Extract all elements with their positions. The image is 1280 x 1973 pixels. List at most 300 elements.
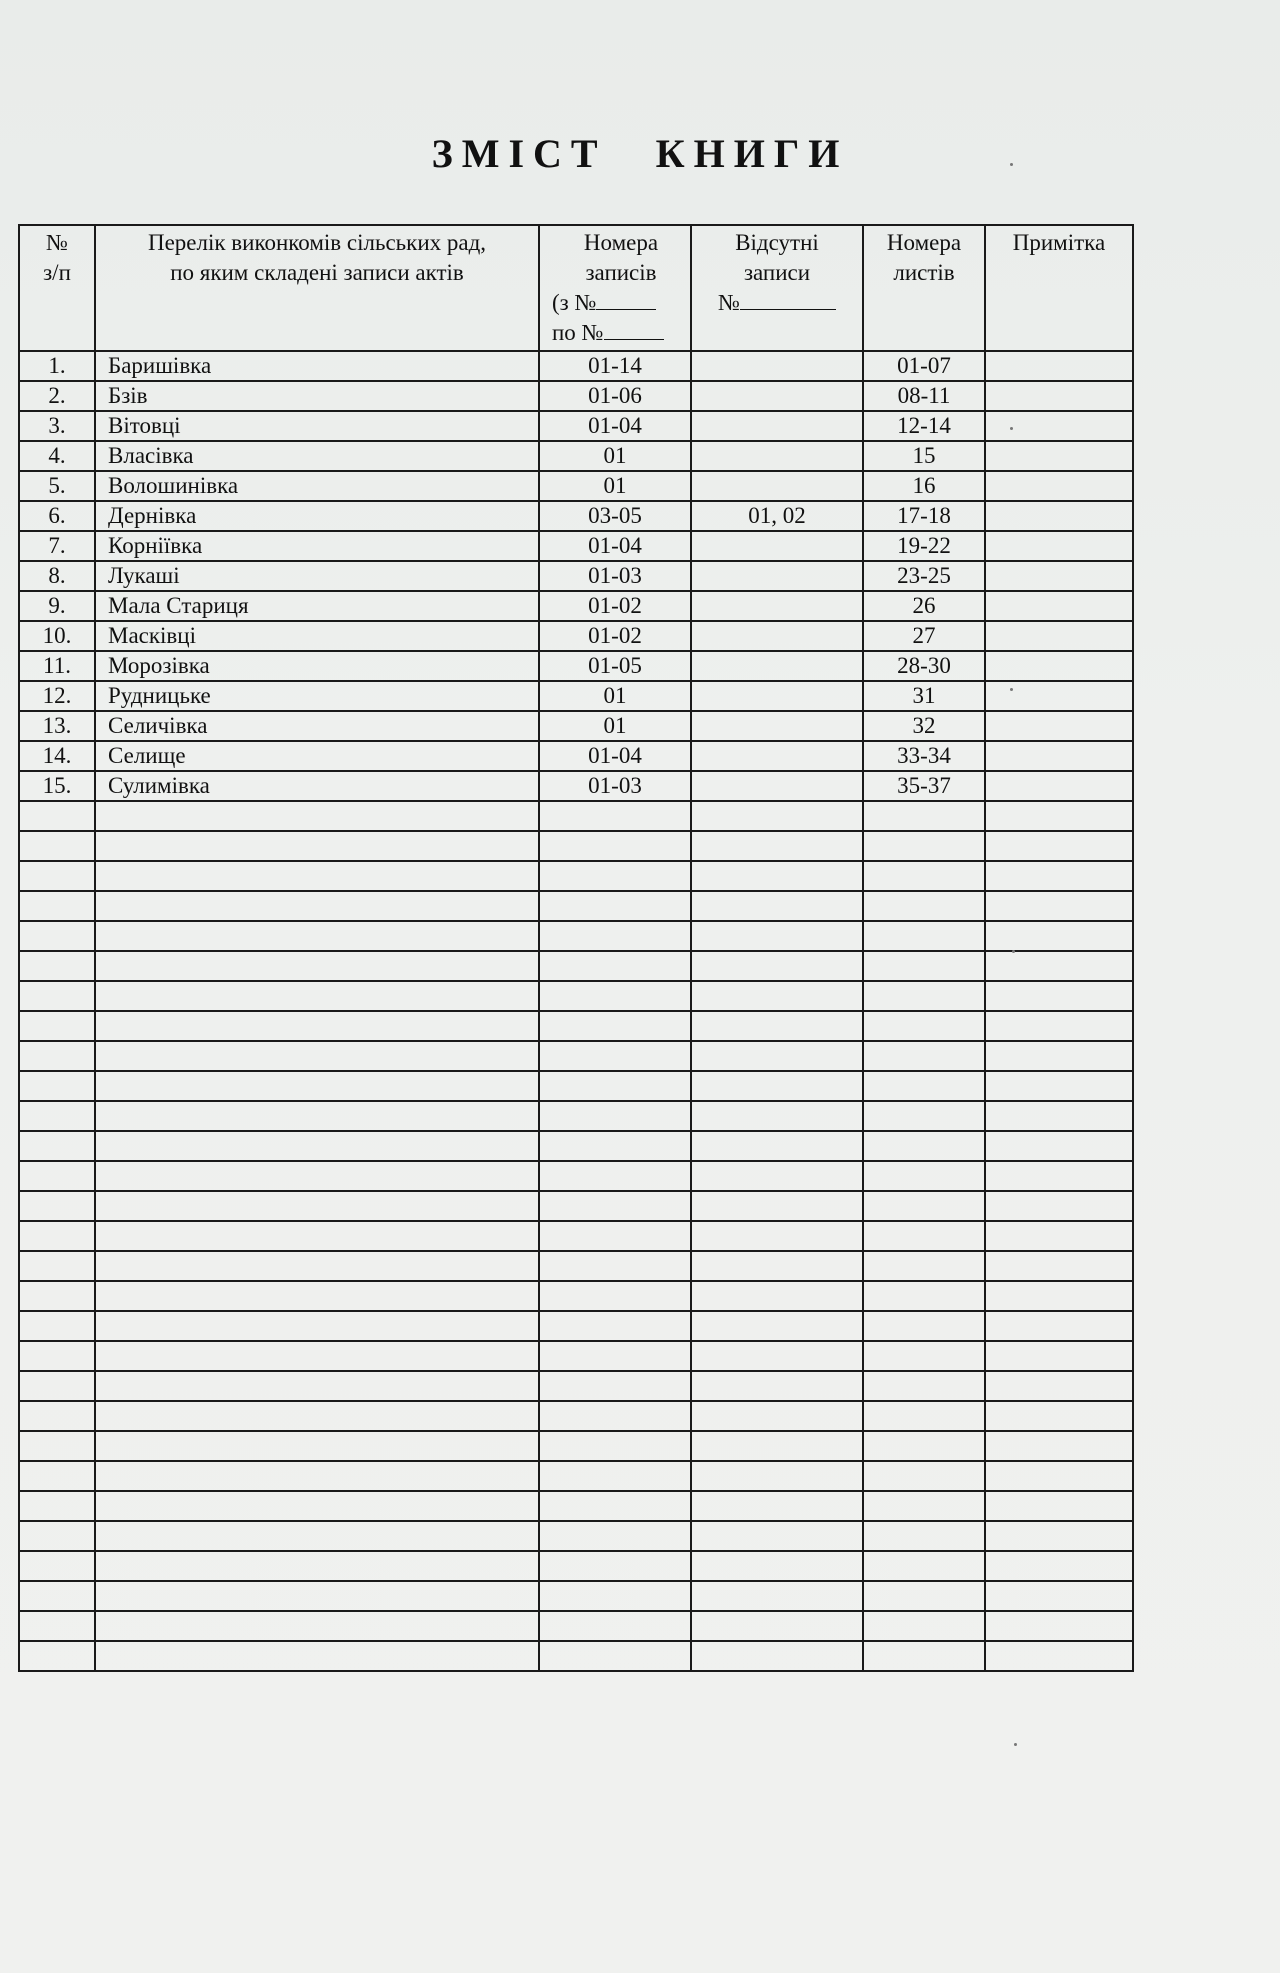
empty-table-row — [19, 1491, 1133, 1521]
empty-cell — [95, 801, 539, 831]
empty-cell — [691, 1401, 863, 1431]
missing-records — [691, 711, 863, 741]
row-number: 14. — [19, 741, 95, 771]
empty-cell — [985, 1581, 1133, 1611]
table-row — [19, 411, 1133, 441]
empty-cell — [95, 1281, 539, 1311]
row-number: 11. — [19, 651, 95, 681]
empty-cell — [691, 1161, 863, 1191]
empty-cell — [863, 1161, 985, 1191]
missing-records — [691, 621, 863, 651]
empty-table-row — [19, 1641, 1133, 1671]
empty-cell — [95, 1131, 539, 1161]
empty-cell — [691, 1191, 863, 1221]
empty-table-row — [19, 1521, 1133, 1551]
empty-cell — [863, 1221, 985, 1251]
empty-cell — [863, 1431, 985, 1461]
empty-cell — [19, 1551, 95, 1581]
empty-table-row — [19, 1131, 1133, 1161]
empty-table-row — [19, 1311, 1133, 1341]
council-name: Лукаші — [95, 561, 539, 591]
empty-cell — [863, 1551, 985, 1581]
sheet-numbers: 32 — [863, 711, 985, 741]
empty-table-row — [19, 1371, 1133, 1401]
empty-cell — [985, 1431, 1133, 1461]
empty-cell — [19, 1341, 95, 1371]
sheet-numbers: 23-25 — [863, 561, 985, 591]
empty-table-row — [19, 1281, 1133, 1311]
empty-cell — [539, 981, 691, 1011]
empty-cell — [95, 1401, 539, 1431]
empty-cell — [985, 951, 1133, 981]
table-row — [19, 681, 1133, 711]
empty-cell — [539, 1521, 691, 1551]
empty-cell — [863, 1131, 985, 1161]
note-cell — [985, 651, 1133, 681]
empty-cell — [985, 1521, 1133, 1551]
council-name: Власівка — [95, 441, 539, 471]
empty-cell — [691, 801, 863, 831]
missing-records — [691, 351, 863, 381]
empty-cell — [863, 981, 985, 1011]
empty-cell — [691, 831, 863, 861]
empty-cell — [19, 1431, 95, 1461]
sheet-numbers: 33-34 — [863, 741, 985, 771]
council-name: Рудницьке — [95, 681, 539, 711]
header-note: Примітка — [985, 225, 1133, 351]
empty-cell — [19, 1101, 95, 1131]
empty-cell — [539, 1431, 691, 1461]
empty-table-row — [19, 1101, 1133, 1131]
empty-table-row — [19, 1071, 1133, 1101]
row-number: 1. — [19, 351, 95, 381]
empty-cell — [863, 1371, 985, 1401]
empty-cell — [19, 1371, 95, 1401]
empty-cell — [95, 1191, 539, 1221]
empty-cell — [985, 1371, 1133, 1401]
council-name: Селичівка — [95, 711, 539, 741]
note-cell — [985, 681, 1133, 711]
empty-cell — [691, 1581, 863, 1611]
empty-cell — [95, 1551, 539, 1581]
empty-table-row — [19, 981, 1133, 1011]
missing-records — [691, 441, 863, 471]
empty-cell — [95, 1641, 539, 1671]
sheet-numbers: 16 — [863, 471, 985, 501]
empty-table-row — [19, 1191, 1133, 1221]
record-numbers: 01 — [539, 471, 691, 501]
missing-records: 01, 02 — [691, 501, 863, 531]
table-row — [19, 711, 1133, 741]
table-row — [19, 561, 1133, 591]
empty-cell — [691, 1371, 863, 1401]
empty-cell — [19, 1071, 95, 1101]
sheet-numbers: 19-22 — [863, 531, 985, 561]
empty-cell — [691, 1521, 863, 1551]
empty-table-row — [19, 1041, 1133, 1071]
missing-records — [691, 681, 863, 711]
empty-cell — [19, 861, 95, 891]
empty-cell — [985, 861, 1133, 891]
row-number: 2. — [19, 381, 95, 411]
council-name: Селище — [95, 741, 539, 771]
header-sheet-numbers: Номера листів — [863, 225, 985, 351]
table-row — [19, 621, 1133, 651]
empty-cell — [691, 861, 863, 891]
sheet-numbers: 01-07 — [863, 351, 985, 381]
sheet-numbers: 12-14 — [863, 411, 985, 441]
row-number: 6. — [19, 501, 95, 531]
empty-table-row — [19, 1251, 1133, 1281]
empty-cell — [19, 1491, 95, 1521]
empty-cell — [95, 1341, 539, 1371]
table-body — [19, 351, 1133, 1671]
note-cell — [985, 741, 1133, 771]
empty-cell — [691, 981, 863, 1011]
empty-cell — [985, 1071, 1133, 1101]
sheet-numbers: 27 — [863, 621, 985, 651]
contents-table — [18, 224, 1134, 1672]
empty-cell — [19, 1611, 95, 1641]
council-name: Вітовці — [95, 411, 539, 441]
row-number: 15. — [19, 771, 95, 801]
empty-cell — [863, 1041, 985, 1071]
empty-cell — [539, 1251, 691, 1281]
sheet-numbers: 17-18 — [863, 501, 985, 531]
table-row — [19, 531, 1133, 561]
empty-table-row — [19, 1611, 1133, 1641]
table-row — [19, 351, 1133, 381]
empty-cell — [985, 1101, 1133, 1131]
empty-cell — [539, 1401, 691, 1431]
empty-table-row — [19, 831, 1133, 861]
table-header-row — [19, 225, 1133, 351]
note-cell — [985, 381, 1133, 411]
empty-cell — [539, 1101, 691, 1131]
empty-cell — [539, 891, 691, 921]
record-numbers: 01-06 — [539, 381, 691, 411]
record-numbers: 01-04 — [539, 531, 691, 561]
note-cell — [985, 711, 1133, 741]
empty-cell — [19, 1161, 95, 1191]
empty-cell — [19, 1191, 95, 1221]
missing-records — [691, 771, 863, 801]
empty-table-row — [19, 1581, 1133, 1611]
missing-records — [691, 591, 863, 621]
empty-table-row — [19, 1341, 1133, 1371]
note-cell — [985, 441, 1133, 471]
empty-cell — [691, 1101, 863, 1131]
council-name: Мала Стариця — [95, 591, 539, 621]
empty-cell — [863, 801, 985, 831]
paper-speck — [1010, 427, 1013, 430]
empty-table-row — [19, 861, 1133, 891]
empty-cell — [691, 921, 863, 951]
empty-cell — [863, 1251, 985, 1281]
empty-cell — [691, 1011, 863, 1041]
empty-cell — [863, 1311, 985, 1341]
record-numbers: 01-14 — [539, 351, 691, 381]
empty-cell — [691, 1311, 863, 1341]
empty-cell — [539, 1071, 691, 1101]
sheet-numbers: 28-30 — [863, 651, 985, 681]
empty-cell — [863, 1341, 985, 1371]
empty-cell — [691, 1431, 863, 1461]
empty-cell — [691, 891, 863, 921]
row-number: 13. — [19, 711, 95, 741]
empty-cell — [691, 1281, 863, 1311]
empty-cell — [95, 1371, 539, 1401]
table-row — [19, 771, 1133, 801]
empty-cell — [19, 1311, 95, 1341]
record-numbers: 01-03 — [539, 561, 691, 591]
record-numbers: 01-04 — [539, 741, 691, 771]
record-numbers: 01-05 — [539, 651, 691, 681]
note-cell — [985, 471, 1133, 501]
empty-cell — [863, 921, 985, 951]
row-number: 5. — [19, 471, 95, 501]
empty-cell — [539, 1461, 691, 1491]
empty-cell — [539, 1341, 691, 1371]
empty-table-row — [19, 1551, 1133, 1581]
record-numbers: 03-05 — [539, 501, 691, 531]
table-row — [19, 741, 1133, 771]
record-numbers: 01-03 — [539, 771, 691, 801]
empty-cell — [95, 1071, 539, 1101]
missing-records — [691, 531, 863, 561]
empty-cell — [985, 1011, 1133, 1041]
empty-table-row — [19, 951, 1133, 981]
empty-cell — [539, 861, 691, 891]
empty-cell — [19, 801, 95, 831]
empty-cell — [19, 1521, 95, 1551]
empty-cell — [691, 1341, 863, 1371]
empty-table-row — [19, 1461, 1133, 1491]
row-number: 7. — [19, 531, 95, 561]
empty-cell — [985, 981, 1133, 1011]
paper-speck — [1012, 950, 1015, 953]
empty-cell — [863, 861, 985, 891]
empty-cell — [539, 1041, 691, 1071]
empty-cell — [539, 1281, 691, 1311]
empty-cell — [985, 921, 1133, 951]
empty-cell — [863, 1461, 985, 1491]
empty-cell — [691, 1461, 863, 1491]
missing-records — [691, 651, 863, 681]
empty-cell — [539, 951, 691, 981]
empty-cell — [985, 1401, 1133, 1431]
empty-cell — [539, 1011, 691, 1041]
empty-cell — [985, 1161, 1133, 1191]
empty-cell — [863, 951, 985, 981]
council-name: Баришівка — [95, 351, 539, 381]
empty-cell — [985, 801, 1133, 831]
record-numbers: 01-04 — [539, 411, 691, 441]
missing-records — [691, 471, 863, 501]
empty-cell — [863, 1281, 985, 1311]
empty-cell — [19, 891, 95, 921]
empty-table-row — [19, 1401, 1133, 1431]
empty-table-row — [19, 1221, 1133, 1251]
empty-cell — [539, 1131, 691, 1161]
empty-cell — [95, 1611, 539, 1641]
note-cell — [985, 411, 1133, 441]
empty-cell — [19, 1401, 95, 1431]
council-name: Волошинівка — [95, 471, 539, 501]
empty-cell — [95, 921, 539, 951]
empty-cell — [539, 1221, 691, 1251]
empty-cell — [95, 1161, 539, 1191]
empty-cell — [539, 1371, 691, 1401]
empty-cell — [95, 1101, 539, 1131]
empty-cell — [19, 1641, 95, 1671]
empty-cell — [863, 1071, 985, 1101]
empty-cell — [19, 1011, 95, 1041]
empty-cell — [691, 1071, 863, 1101]
table-row — [19, 651, 1133, 681]
empty-cell — [863, 891, 985, 921]
empty-cell — [19, 921, 95, 951]
empty-cell — [985, 891, 1133, 921]
empty-cell — [691, 1551, 863, 1581]
empty-cell — [539, 1191, 691, 1221]
sheet-numbers: 31 — [863, 681, 985, 711]
empty-cell — [539, 1641, 691, 1671]
empty-table-row — [19, 1161, 1133, 1191]
header-missing-records: Відсутні записи № — [691, 225, 863, 351]
empty-cell — [19, 831, 95, 861]
note-cell — [985, 351, 1133, 381]
note-cell — [985, 621, 1133, 651]
sheet-numbers: 35-37 — [863, 771, 985, 801]
empty-cell — [691, 1131, 863, 1161]
empty-cell — [539, 1581, 691, 1611]
empty-cell — [691, 1641, 863, 1671]
empty-table-row — [19, 1011, 1133, 1041]
table-row — [19, 591, 1133, 621]
paper-speck — [1010, 688, 1013, 691]
empty-cell — [19, 1041, 95, 1071]
row-number: 3. — [19, 411, 95, 441]
row-number: 10. — [19, 621, 95, 651]
empty-cell — [95, 1311, 539, 1341]
empty-cell — [95, 1251, 539, 1281]
empty-cell — [863, 1191, 985, 1221]
note-cell — [985, 771, 1133, 801]
table-row — [19, 381, 1133, 411]
empty-cell — [863, 1011, 985, 1041]
empty-cell — [985, 1251, 1133, 1281]
empty-cell — [95, 831, 539, 861]
paper-speck — [1010, 163, 1013, 166]
empty-cell — [985, 1551, 1133, 1581]
sheet-numbers: 08-11 — [863, 381, 985, 411]
empty-cell — [95, 1521, 539, 1551]
note-cell — [985, 561, 1133, 591]
empty-cell — [691, 1221, 863, 1251]
empty-table-row — [19, 891, 1133, 921]
empty-cell — [539, 831, 691, 861]
empty-cell — [985, 1191, 1133, 1221]
empty-cell — [19, 1131, 95, 1161]
record-numbers: 01 — [539, 711, 691, 741]
table-row — [19, 471, 1133, 501]
empty-cell — [19, 951, 95, 981]
empty-cell — [985, 1311, 1133, 1341]
empty-table-row — [19, 921, 1133, 951]
empty-cell — [985, 1491, 1133, 1521]
empty-cell — [539, 1491, 691, 1521]
empty-cell — [985, 1341, 1133, 1371]
empty-cell — [95, 1461, 539, 1491]
note-cell — [985, 531, 1133, 561]
empty-cell — [985, 1611, 1133, 1641]
record-numbers: 01 — [539, 441, 691, 471]
record-numbers: 01-02 — [539, 621, 691, 651]
empty-cell — [985, 1281, 1133, 1311]
missing-records — [691, 741, 863, 771]
empty-cell — [985, 1641, 1133, 1671]
empty-cell — [19, 1461, 95, 1491]
empty-cell — [19, 981, 95, 1011]
empty-cell — [95, 1011, 539, 1041]
empty-cell — [985, 1221, 1133, 1251]
note-cell — [985, 591, 1133, 621]
empty-cell — [539, 1311, 691, 1341]
row-number: 4. — [19, 441, 95, 471]
empty-cell — [691, 951, 863, 981]
empty-cell — [539, 801, 691, 831]
empty-cell — [985, 1461, 1133, 1491]
empty-cell — [95, 1431, 539, 1461]
missing-records — [691, 411, 863, 441]
empty-cell — [95, 951, 539, 981]
empty-cell — [863, 1641, 985, 1671]
empty-cell — [863, 1581, 985, 1611]
sheet-numbers: 26 — [863, 591, 985, 621]
record-numbers: 01 — [539, 681, 691, 711]
empty-cell — [863, 1101, 985, 1131]
page-title: ЗМІСТ КНИГИ — [431, 131, 849, 176]
empty-cell — [19, 1581, 95, 1611]
paper-speck — [1014, 1743, 1017, 1746]
empty-cell — [95, 1041, 539, 1071]
empty-cell — [539, 1161, 691, 1191]
header-number: № з/п — [19, 225, 95, 351]
header-council-list: Перелік виконкомів сільських рад, по яким складені записи актів — [95, 225, 539, 351]
council-name: Сулимівка — [95, 771, 539, 801]
empty-cell — [19, 1221, 95, 1251]
empty-cell — [539, 1551, 691, 1581]
empty-cell — [691, 1251, 863, 1281]
empty-cell — [95, 1221, 539, 1251]
empty-cell — [863, 1611, 985, 1641]
header-record-numbers: Номера записів (з № по № — [539, 225, 691, 351]
row-number: 9. — [19, 591, 95, 621]
note-cell — [985, 501, 1133, 531]
empty-cell — [985, 1041, 1133, 1071]
empty-cell — [95, 861, 539, 891]
empty-cell — [95, 891, 539, 921]
council-name: Бзів — [95, 381, 539, 411]
sheet-numbers: 15 — [863, 441, 985, 471]
council-name: Дернівка — [95, 501, 539, 531]
empty-cell — [95, 981, 539, 1011]
empty-cell — [863, 1401, 985, 1431]
row-number: 12. — [19, 681, 95, 711]
empty-cell — [95, 1491, 539, 1521]
empty-cell — [19, 1251, 95, 1281]
